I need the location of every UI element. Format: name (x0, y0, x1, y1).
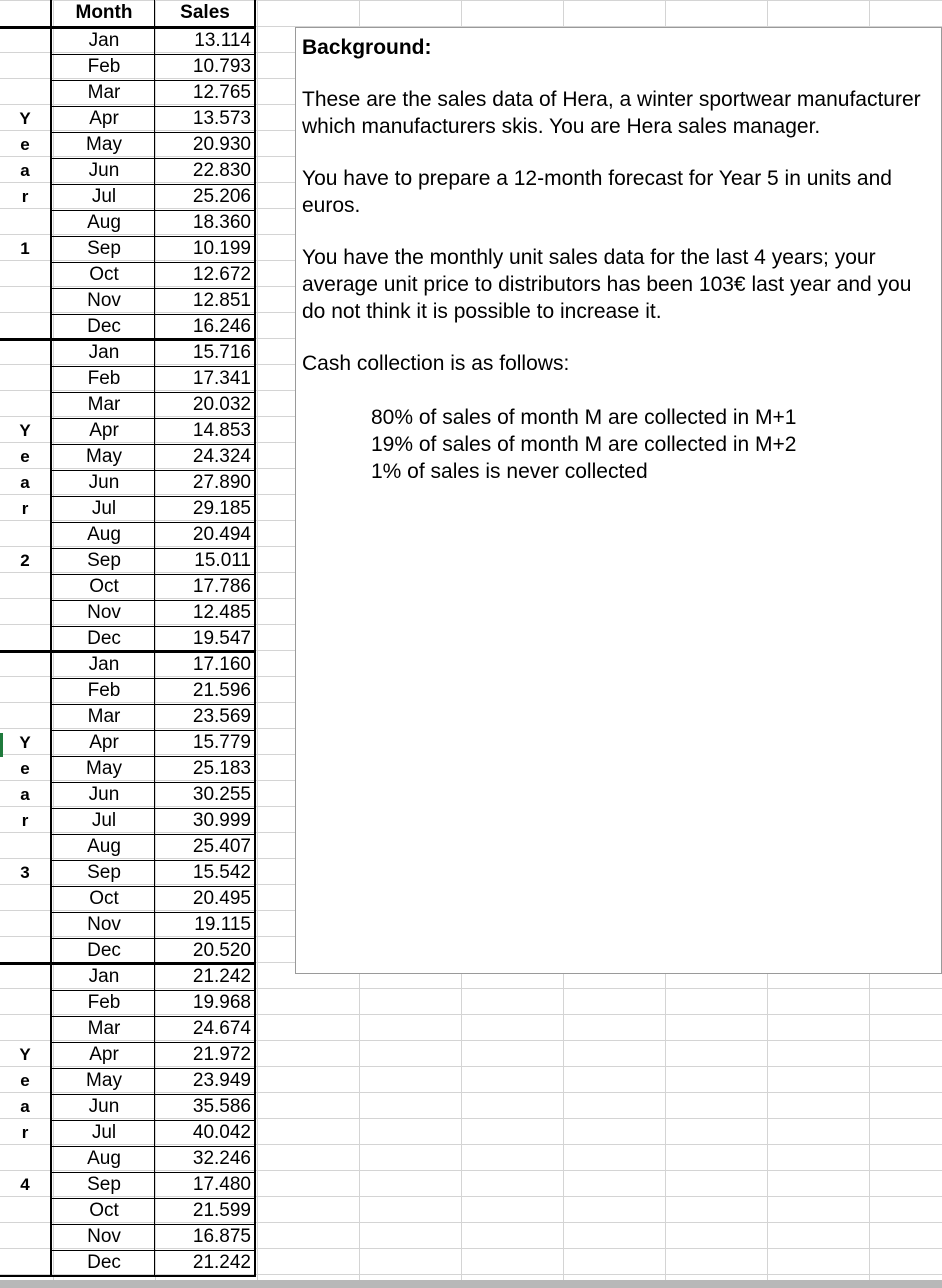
row-divider (52, 1172, 255, 1173)
month-cell[interactable]: Dec (87, 316, 121, 337)
month-cell[interactable]: Jun (88, 1096, 120, 1117)
row-divider (52, 392, 255, 393)
year-label-char: Y (19, 109, 31, 128)
sales-cell[interactable]: 15.716 (192, 342, 251, 363)
month-cell[interactable]: Feb (87, 680, 121, 701)
month-cell[interactable]: Apr (89, 732, 119, 753)
year-separator (0, 338, 255, 341)
month-cell[interactable]: Mar (87, 1018, 121, 1039)
row-divider (52, 1068, 255, 1069)
year-label-char: 2 (20, 551, 30, 570)
sales-cell[interactable]: 25.407 (192, 836, 251, 857)
sales-cell[interactable]: 15.542 (192, 862, 251, 883)
row-divider (52, 860, 255, 861)
month-cell[interactable]: Dec (87, 1252, 121, 1273)
collection-item: 1% of sales is never collected (371, 460, 648, 483)
row-divider (52, 886, 255, 887)
sales-cell[interactable]: 12.672 (192, 264, 251, 285)
year-label-char: e (20, 447, 30, 466)
sales-cell[interactable]: 29.185 (192, 498, 251, 519)
month-column-header[interactable]: Month (75, 2, 133, 23)
row-divider (52, 548, 255, 549)
month-cell[interactable]: Jun (88, 784, 120, 805)
collection-item: 19% of sales of month M are collected in M+2 (371, 433, 797, 456)
sales-cell[interactable]: 13.573 (192, 108, 251, 129)
sales-cell[interactable]: 32.246 (192, 1148, 251, 1169)
sales-cell[interactable]: 21.599 (192, 1200, 251, 1221)
row-divider (52, 418, 255, 419)
year-label-char: Y (19, 1045, 31, 1064)
month-cell[interactable]: Aug (87, 1148, 121, 1169)
sales-cell[interactable]: 21.242 (192, 1252, 251, 1273)
year-label-char: e (20, 1071, 30, 1090)
sales-cell[interactable]: 35.586 (192, 1096, 251, 1117)
sales-column-header[interactable]: Sales (180, 2, 230, 23)
row-divider (52, 80, 255, 81)
year-label-char: a (20, 785, 30, 804)
sales-cell[interactable]: 30.255 (192, 784, 251, 805)
year-label-char (0, 210, 50, 236)
sales-cell[interactable]: 19.968 (192, 992, 251, 1013)
year-label-char: r (21, 499, 29, 518)
table-border (0, 1275, 256, 1277)
month-cell[interactable]: Sep (87, 1174, 121, 1195)
sales-cell[interactable]: 20.930 (192, 134, 251, 155)
row-divider (52, 1224, 255, 1225)
year-label-char: Y (19, 421, 31, 440)
year-label-char: 3 (20, 863, 30, 882)
sales-cell[interactable]: 12.765 (192, 82, 251, 103)
year-label-char: r (21, 811, 29, 830)
year-separator (0, 962, 255, 965)
month-cell[interactable]: Feb (87, 368, 121, 389)
month-cell[interactable]: Apr (89, 108, 119, 129)
row-divider (52, 730, 255, 731)
row-divider (52, 834, 255, 835)
row-divider (52, 210, 255, 211)
year-label-char: 4 (20, 1175, 30, 1194)
month-cell[interactable]: Oct (89, 1200, 119, 1221)
sales-cell[interactable]: 18.360 (192, 212, 251, 233)
month-cell[interactable]: May (86, 134, 122, 155)
month-cell[interactable]: Nov (87, 1226, 121, 1247)
sales-cell[interactable]: 40.042 (192, 1122, 251, 1143)
year-separator (0, 26, 255, 29)
row-divider (52, 574, 255, 575)
row-divider (52, 756, 255, 757)
year-label-char (0, 522, 50, 548)
month-cell[interactable]: Dec (87, 628, 121, 649)
row-divider (52, 106, 255, 107)
row-divider (52, 1198, 255, 1199)
row-divider (52, 236, 255, 237)
sales-cell[interactable]: 20.494 (192, 524, 251, 545)
textbox-title: Background: (302, 36, 432, 59)
month-cell[interactable]: Jan (88, 342, 120, 363)
month-cell[interactable]: Jun (88, 472, 120, 493)
sales-cell[interactable]: 30.999 (192, 810, 251, 831)
row-divider (52, 470, 255, 471)
row-divider (52, 314, 255, 315)
month-cell[interactable]: Jan (88, 30, 120, 51)
row-divider (52, 288, 255, 289)
row-divider (52, 600, 255, 601)
month-cell[interactable]: Oct (89, 576, 119, 597)
year-label-char: a (20, 161, 30, 180)
sales-cell[interactable]: 13.114 (194, 30, 251, 51)
year-label-char: a (20, 1097, 30, 1116)
sales-cell[interactable]: 25.183 (192, 758, 251, 779)
sales-cell[interactable]: 10.199 (192, 238, 251, 259)
row-divider (52, 678, 255, 679)
row-divider (52, 1016, 255, 1017)
month-cell[interactable]: Nov (87, 602, 121, 623)
month-cell[interactable]: Nov (87, 914, 121, 935)
table-border (154, 0, 155, 1276)
month-cell[interactable]: May (86, 446, 122, 467)
sales-cell[interactable]: 12.485 (192, 602, 251, 623)
sales-cell[interactable]: 17.341 (192, 368, 251, 389)
sales-cell[interactable]: 24.324 (192, 446, 251, 467)
sales-cell[interactable]: 21.596 (192, 680, 251, 701)
month-cell[interactable]: Sep (87, 862, 121, 883)
month-cell[interactable]: Feb (87, 56, 121, 77)
row-divider (52, 912, 255, 913)
month-cell[interactable]: May (86, 1070, 122, 1091)
row-divider (52, 184, 255, 185)
year-label-char: a (20, 473, 30, 492)
sales-cell[interactable]: 25.206 (192, 186, 251, 207)
month-cell[interactable]: Aug (87, 524, 121, 545)
sales-cell[interactable]: 17.160 (192, 654, 251, 675)
month-cell[interactable]: Sep (87, 550, 121, 571)
month-cell[interactable]: Mar (87, 82, 121, 103)
row-divider (52, 366, 255, 367)
row-divider (52, 704, 255, 705)
month-cell[interactable]: Nov (87, 290, 121, 311)
sales-cell[interactable]: 12.851 (192, 290, 251, 311)
month-cell[interactable]: Jul (91, 1122, 117, 1143)
month-cell[interactable]: Dec (87, 940, 121, 961)
year-label-char: 1 (20, 239, 30, 258)
textbox-paragraph-3: You have the monthly unit sales data for the last 4 years; your average unit price to distributors has been 103€ last year and you do not think it is possible to increase it. (302, 246, 912, 323)
textbox-paragraph-1: These are the sales data of Hera, a winter sportwear manufacturer which manufacturers skis. You are Hera sales manager. (302, 88, 921, 138)
row-divider (52, 444, 255, 445)
horizontal-scrollbar[interactable] (0, 1280, 942, 1288)
row-divider (52, 1042, 255, 1043)
row-divider (52, 990, 255, 991)
year-label-char: r (21, 1123, 29, 1142)
month-cell[interactable]: Aug (87, 836, 121, 857)
sales-cell[interactable]: 10.793 (192, 56, 251, 77)
year-label-char (0, 834, 50, 860)
month-cell[interactable]: Aug (87, 212, 121, 233)
month-cell[interactable]: Apr (89, 420, 119, 441)
month-cell[interactable]: Jan (88, 654, 120, 675)
sales-cell[interactable]: 23.949 (192, 1070, 251, 1091)
sales-cell[interactable]: 21.972 (192, 1044, 251, 1065)
textbox-paragraph-2: You have to prepare a 12-month forecast for Year 5 in units and euros. (302, 167, 892, 217)
row-divider (52, 782, 255, 783)
month-cell[interactable]: Jul (91, 186, 117, 207)
textbox-paragraph-4: Cash collection is as follows: (302, 352, 570, 375)
year-label-char: e (20, 759, 30, 778)
sales-cell[interactable]: 20.495 (192, 888, 251, 909)
sales-cell[interactable]: 20.032 (192, 394, 251, 415)
month-cell[interactable]: Mar (87, 706, 121, 727)
row-divider (52, 1250, 255, 1251)
month-cell[interactable]: Jan (88, 966, 120, 987)
background-textbox[interactable] (295, 27, 942, 974)
row-divider (52, 1146, 255, 1147)
collection-item: 80% of sales of month M are collected in M+1 (371, 406, 797, 429)
sales-cell[interactable]: 17.480 (192, 1174, 251, 1195)
month-cell[interactable]: May (86, 758, 122, 779)
year-label-char: r (21, 187, 29, 206)
month-cell[interactable]: Apr (89, 1044, 119, 1065)
table-border (50, 0, 52, 1276)
month-cell[interactable]: Feb (87, 992, 121, 1013)
year-label-char: Y (19, 733, 31, 752)
row-divider (52, 808, 255, 809)
month-cell[interactable]: Mar (87, 394, 121, 415)
sales-cell[interactable]: 15.011 (194, 550, 251, 571)
sales-cell[interactable]: 16.875 (192, 1226, 251, 1247)
month-cell[interactable]: Jul (91, 498, 117, 519)
sales-cell[interactable]: 19.547 (192, 628, 251, 649)
month-cell[interactable]: Jul (91, 810, 117, 831)
table-border (254, 0, 256, 1276)
row-divider (52, 522, 255, 523)
sales-cell[interactable]: 16.246 (192, 316, 251, 337)
row-divider (52, 262, 255, 263)
sales-cell[interactable]: 15.779 (192, 732, 251, 753)
row-divider (52, 626, 255, 627)
row-divider (52, 1120, 255, 1121)
row-divider (52, 496, 255, 497)
sales-cell[interactable]: 27.890 (192, 472, 251, 493)
month-cell[interactable]: Oct (89, 888, 119, 909)
row-divider (52, 54, 255, 55)
row-divider (52, 132, 255, 133)
year-separator (0, 650, 255, 653)
row-divider (52, 1094, 255, 1095)
year-label-char: e (20, 135, 30, 154)
month-cell[interactable]: Sep (87, 238, 121, 259)
row-divider (52, 938, 255, 939)
sales-cell[interactable]: 14.853 (192, 420, 251, 441)
sales-cell[interactable]: 21.242 (192, 966, 251, 987)
month-cell[interactable]: Oct (89, 264, 119, 285)
sales-cell[interactable]: 19.115 (194, 914, 251, 935)
year-label-char (0, 1146, 50, 1172)
collection-list (302, 404, 935, 485)
row-divider (52, 158, 255, 159)
sales-cell[interactable]: 20.520 (192, 940, 251, 961)
sales-cell[interactable]: 23.569 (192, 706, 251, 727)
sales-cell[interactable]: 17.786 (192, 576, 251, 597)
month-cell[interactable]: Jun (88, 160, 120, 181)
sales-cell[interactable]: 22.830 (192, 160, 251, 181)
sales-cell[interactable]: 24.674 (192, 1018, 251, 1039)
